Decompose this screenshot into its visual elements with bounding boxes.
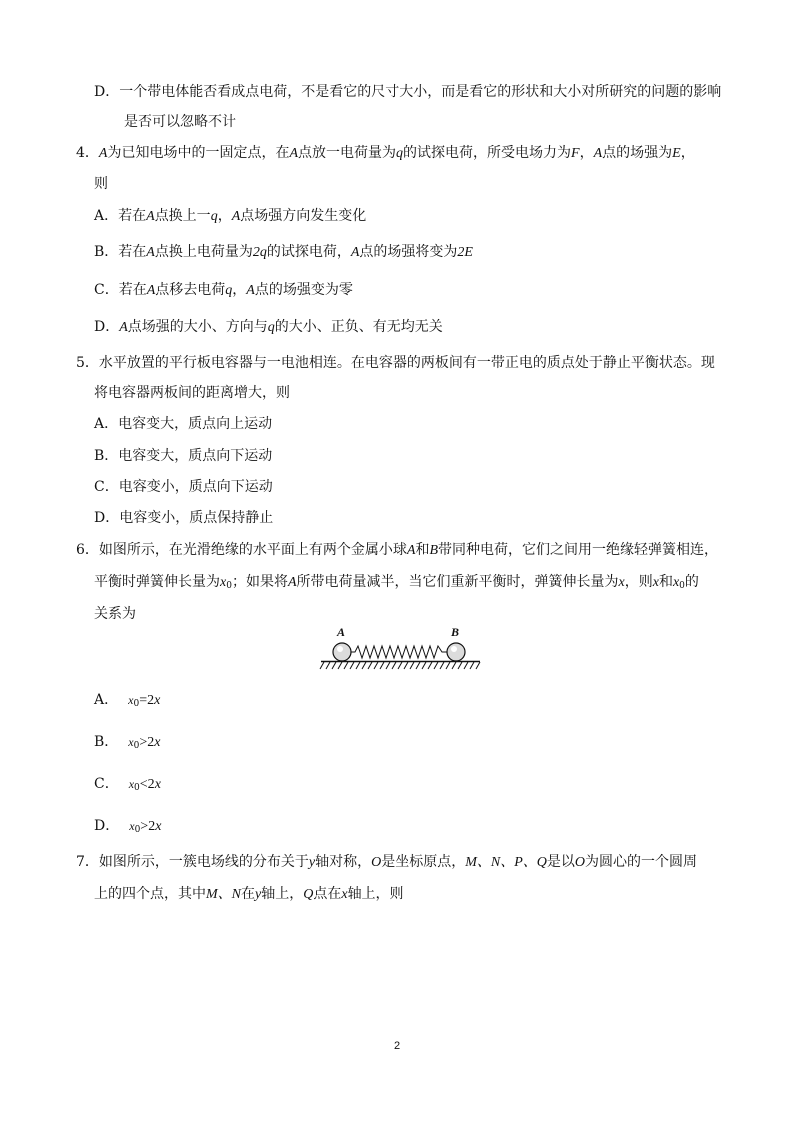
q5-stem-line2: 将电容器两板间的距离增大，则 bbox=[94, 385, 290, 401]
q7-stem-line1: 7．如图所示，一簇电场线的分布关于y轴对称，O是坐标原点，M、N、P、Q是以O为圆心的一个圆周 bbox=[76, 854, 698, 870]
q6-option-b: B． $x_0>2x$ bbox=[94, 734, 161, 751]
q6-option-d: D． $x_0>2x$ bbox=[94, 818, 162, 835]
ground-hatching bbox=[320, 662, 480, 669]
ball-b bbox=[447, 643, 465, 661]
q5-option-a: A．电容变大，质点向上运动 bbox=[94, 416, 273, 432]
q6-stem-line3: 关系为 bbox=[94, 606, 136, 622]
q4-option-b: B．若在A点换上电荷量为2q的试探电荷，A点的场强将变为2E bbox=[94, 244, 473, 260]
q5-option-c: C．电容变小，质点向下运动 bbox=[94, 479, 273, 495]
q6-option-a: A． $x_0=2x$ bbox=[94, 692, 161, 709]
q5-option-d: D．电容变小，质点保持静止 bbox=[94, 510, 274, 526]
page-number: 2 bbox=[393, 1040, 401, 1052]
figure-label-a: A bbox=[337, 625, 346, 639]
figure-label-b: B bbox=[451, 625, 460, 639]
q6-option-c: C． $x_0<2x$ bbox=[94, 776, 161, 793]
spring-balls-figure bbox=[318, 622, 488, 674]
ball-b-highlight bbox=[451, 646, 457, 652]
q4-stem-line1: 4．A为已知电场中的一固定点，在A点放一电荷量为q的试探电荷，所受电场力为F，A点的场强为E， bbox=[76, 145, 695, 161]
q4-stem-line2: 则 bbox=[94, 176, 108, 192]
q6-stem-line2: 平衡时弹簧伸长量为$x_0$；如果将A所带电荷量减半，当它们重新平衡时，弹簧伸长量为x，则x和$x_0$的 bbox=[94, 574, 699, 591]
spring bbox=[351, 646, 447, 658]
q6-stem-line1: 6．如图所示，在光滑绝缘的水平面上有两个金属小球A和B带同种电荷，它们之间用一绝缘轻弹簧相连， bbox=[76, 542, 719, 558]
q4-option-c: C．若在A点移去电荷q，A点的场强变为零 bbox=[94, 282, 353, 298]
ball-a bbox=[333, 643, 351, 661]
ball-a-highlight bbox=[337, 646, 343, 652]
q4-option-a: A．若在A点换上一q，A点场强方向发生变化 bbox=[94, 208, 367, 224]
q3-option-d-line1: D．一个带电体能否看成点电荷，不是看它的尺寸大小，而是看它的形状和大小对所研究的问题的影响 bbox=[94, 84, 722, 100]
q3-option-d-line2: 是否可以忽略不计 bbox=[124, 114, 236, 130]
q5-option-b: B．电容变大，质点向下运动 bbox=[94, 448, 273, 464]
q5-stem-line1: 5．水平放置的平行板电容器与一电池相连。在电容器的两板间有一带正电的质点处于静止平衡状态。现 bbox=[76, 355, 715, 371]
q4-option-d: D．A点场强的大小、方向与q的大小、正负、有无均无关 bbox=[94, 319, 443, 335]
q7-stem-line2: 上的四个点，其中M、N在y轴上，Q点在x轴上，则 bbox=[94, 886, 404, 902]
